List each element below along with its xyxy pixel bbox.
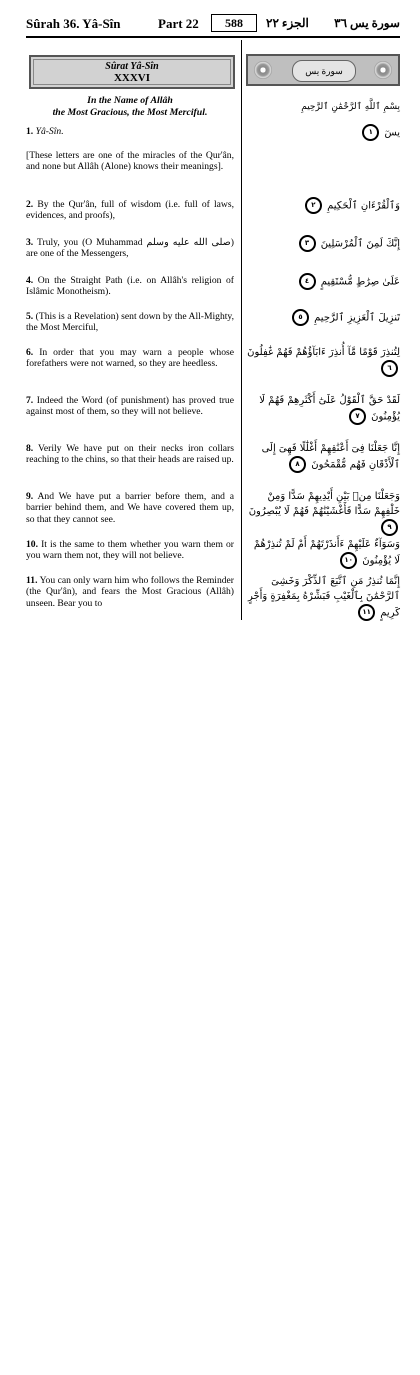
verse-4	[26, 275, 234, 298]
verse-number-medallion: ٧	[349, 408, 366, 425]
verse-number-medallion: ٢	[305, 197, 322, 214]
arabic-verse-5	[246, 309, 400, 326]
surah-number: XXXVI	[113, 72, 151, 84]
rosette-icon	[374, 61, 392, 79]
arabic-verse-3	[246, 235, 400, 252]
header-part: Part 22	[158, 16, 199, 31]
verse-number: 7.	[26, 395, 34, 406]
arabic-verse-10	[246, 537, 400, 569]
arabic-verse-11	[246, 574, 400, 621]
verse-number-medallion: ٤	[299, 273, 316, 290]
verse-text: Yâ-Sîn.	[35, 126, 64, 137]
verse-text: (This is a Revelation) sent down by the All-Mighty, the Most Merciful,	[26, 311, 235, 334]
header-juz-arabic: الجزء ٢٢	[266, 16, 309, 30]
verse-text: By the Qur'ân, full of wisdom (i.e. full of laws, evidences, and proofs),	[26, 199, 234, 222]
arabic-verse-7	[246, 393, 400, 425]
basmala-arabic: بِسْمِ ٱللَّهِ ٱلرَّحْمَٰنِ ٱلرَّحِيمِ	[301, 102, 400, 112]
arabic-verse-9	[246, 489, 400, 536]
verse-text: And We have put a barrier before them, and a barrier behind them, and We have covered them up, so that they cannot see.	[26, 491, 234, 525]
verse-number: 6.	[26, 347, 34, 358]
arabic-verse-text: إِنَّمَا تُنذِرُ مَنِ ٱتَّبَعَ ٱلذِّكْرَ وَخَشِىَ ٱلرَّحْمَٰنَ بِٱلْغَيْبِ فَبَشِّرْهُ بِمَغْفِرَةٍ وَأَجْرٍ كَرِيمٍ	[247, 576, 400, 619]
arabic-verse-text: إِنَّا جَعَلْنَا فِىٓ أَعْنَٰقِهِمْ أَغْلَٰلًا فَهِىَ إِلَى ٱلْأَذْقَانِ فَهُم مُّقْمَحُونَ	[261, 443, 400, 471]
verse-number-medallion: ٥	[292, 309, 309, 326]
arabic-surah-title: سورة يس	[292, 60, 356, 82]
arabic-verse-1	[246, 124, 400, 141]
arabic-verse-4	[246, 273, 400, 290]
verse-1	[26, 126, 234, 137]
verse-number: 8.	[26, 443, 34, 454]
verse-number: 2.	[26, 199, 34, 210]
basmala-line: the Most Gracious, the Most Merciful.	[52, 106, 208, 118]
verse-6	[26, 347, 234, 370]
verse-text: On the Straight Path (i.e. on Allâh's religion of Islâmic Monotheism).	[26, 275, 234, 298]
verse-number-medallion: ٨	[289, 456, 306, 473]
arabic-verse-6	[246, 345, 400, 377]
verse-text: Truly, you (O Muhammad صلى الله عليه وسلم) are one of the Messengers,	[26, 237, 234, 260]
arabic-verse-text: لِتُنذِرَ قَوْمًا مَّآ أُنذِرَ ءَابَآؤُهُمْ فَهُمْ غَٰفِلُونَ	[247, 347, 400, 358]
verse-note	[26, 150, 234, 173]
arabic-verse-text: تَنزِيلَ ٱلْعَزِيزِ ٱلرَّحِيمِ	[314, 312, 400, 324]
surah-title: Sûrat Yâ-Sîn	[105, 61, 159, 72]
verse-9	[26, 491, 234, 525]
verse-text: Indeed the Word (of punishment) has proved true against most of them, so they will not believe.	[26, 395, 234, 418]
verse-text: It is the same to them whether you warn them or you warn them not, they will not believe.	[26, 539, 234, 562]
verse-number-medallion: ٩	[381, 519, 398, 536]
rosette-icon	[254, 61, 272, 79]
arabic-verse-text: لَقَدْ حَقَّ ٱلْقَوْلُ عَلَىٰٓ أَكْثَرِهِمْ فَهُمْ لَا يُؤْمِنُونَ	[259, 395, 400, 423]
verse-7	[26, 395, 234, 418]
verse-number-medallion: ١١	[358, 604, 375, 621]
verse-number: 4.	[26, 275, 34, 286]
verse-number-medallion: ١٠	[340, 552, 357, 569]
verse-number-medallion: ١	[362, 124, 379, 141]
verse-10	[26, 539, 234, 562]
verse-number-medallion: ٣	[299, 235, 316, 252]
verse-text: You can only warn him who follows the Reminder (the Qur'ân), and fears the Most Gracious (Allâh) unseen. Bear you to	[26, 575, 234, 609]
column-divider	[241, 40, 242, 620]
basmala-line: In the Name of Allâh	[87, 95, 173, 106]
header-surah-arabic: سورة يس ٣٦	[334, 16, 400, 30]
header-surah: Sûrah 36. Yâ-Sîn	[26, 16, 121, 31]
verse-number: 1.	[26, 126, 34, 137]
header-divider	[26, 36, 400, 38]
verse-number: 10.	[26, 539, 38, 550]
verse-number-medallion: ٦	[381, 360, 398, 377]
arabic-verse-text: عَلَىٰ صِرَٰطٍ مُّسْتَقِيمٍ	[320, 276, 400, 288]
page-header	[26, 14, 400, 36]
arabic-verse-text: إِنَّكَ لَمِنَ ٱلْمُرْسَلِينَ	[320, 238, 400, 250]
arabic-verse-text: وَٱلْقُرْءَانِ ٱلْحَكِيمِ	[327, 200, 400, 212]
verse-5	[26, 311, 234, 334]
verse-3	[26, 237, 234, 260]
verse-2	[26, 199, 234, 222]
verse-11	[26, 575, 234, 609]
arabic-verse-2	[246, 197, 400, 214]
arabic-title-box	[246, 54, 400, 86]
verse-8	[26, 443, 234, 466]
arabic-verse-text: يسٓ	[384, 127, 400, 139]
page-number: 588	[211, 14, 257, 32]
verse-number: 3.	[26, 237, 34, 248]
arabic-verse-text: وَسَوَآءٌ عَلَيْهِمْ ءَأَنذَرْتَهُمْ أَمْ لَمْ تُنذِرْهُمْ لَا يُؤْمِنُونَ	[253, 539, 400, 567]
verse-text: Verily We have put on their necks iron collars reaching to the chins, so that their heads are raised up.	[26, 443, 234, 466]
arabic-verse-text: وَجَعَلْنَا مِنۢ بَيْنِ أَيْدِيهِمْ سَدًّا وَمِنْ خَلْفِهِمْ سَدًّا فَأَغْشَيْنَٰهُمْ فَهُمْ لَا يُبْصِرُونَ	[248, 491, 400, 517]
verse-number: 11.	[26, 575, 38, 586]
surah-title-box	[29, 55, 235, 89]
basmala-english	[26, 95, 234, 118]
verse-number: 9.	[26, 491, 34, 502]
arabic-verse-8	[246, 441, 400, 473]
verse-number: 5.	[26, 311, 34, 322]
verse-text: In order that you may warn a people whose forefathers were not warned, so they are heedless.	[26, 347, 234, 370]
verse-text: [These letters are one of the miracles of the Qur'ân, and none but Allâh (Alone) knows their meanings].	[26, 150, 234, 173]
